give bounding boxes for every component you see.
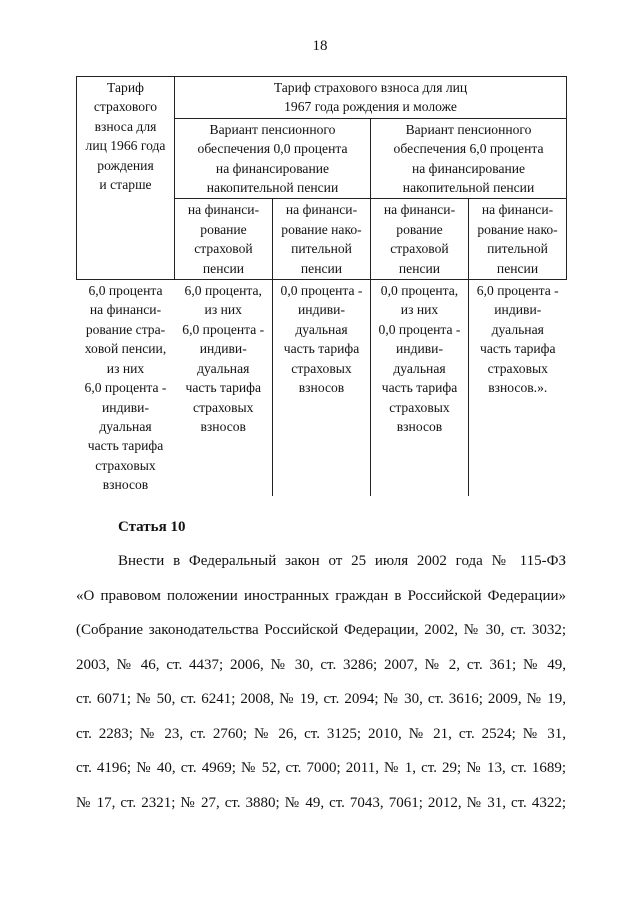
subheader-funded-pension: на финанси- рование нако- пительной пенсии — [469, 199, 567, 280]
table-cell: 6,0 процента, из них 6,0 процента - индиви- дуальная часть тарифа страховых взносов — [182, 283, 265, 434]
article-line: «О правовом положении иностранных граждан в Российской Федерации» — [76, 587, 566, 604]
table-row — [77, 280, 567, 496]
article-line: Внести в Федеральный закон от 25 июля 2002 года № 115-ФЗ — [118, 553, 566, 569]
header-tariff-1967-and-younger: Тариф страхового взноса для лиц 1967 года рождения и моложе — [175, 77, 567, 119]
header-tariff-1966-and-older: Тариф страхового взноса для лиц 1966 года рождения и старше — [77, 77, 175, 280]
table-cell: 6,0 процента на финанси- рование стра- ховой пенсии, из них 6,0 процента - индиви- дуальная часть тарифа страховых взносов — [84, 283, 167, 493]
table-cell: 6,0 процента - индиви- дуальная часть тарифа страховых взносов.». — [469, 280, 567, 496]
table-cell: 0,0 процента, из них 0,0 процента - индиви- дуальная часть тарифа страховых взносов — [371, 280, 469, 496]
header-variant-6-percent: Вариант пенсионного обеспечения 6,0 процента на финансирование накопительной пенсии — [371, 118, 567, 199]
article-line: ст. 4196; № 40, ст. 4969; № 52, ст. 7000; 2011, № 1, ст. 29; № 13, ст. 1689; — [76, 760, 566, 776]
article-line: (Собрание законодательства Российской Федерации, 2002, № 30, ст. 3032; — [76, 622, 566, 638]
table-cell: 0,0 процента - индиви- дуальная часть тарифа страховых взносов — [273, 280, 371, 496]
subheader-insurance-pension: на финанси- рование страховой пенсии — [175, 199, 273, 280]
article-line: ст. 6071; № 50, ст. 6241; 2008, № 19, ст. 2094; № 30, ст. 3616; 2009, № 19, — [76, 691, 566, 707]
article-body — [76, 544, 566, 820]
article-line: № 17, ст. 2321; № 27, ст. 3880; № 49, ст. 7043, 7061; 2012, № 31, ст. 4322; — [76, 794, 566, 811]
subheader-funded-pension: на финанси- рование нако- пительной пенсии — [273, 199, 371, 280]
article-line: 2003, № 46, ст. 4437; 2006, № 30, ст. 3286; 2007, № 2, ст. 361; № 49, — [76, 656, 566, 673]
header-variant-0-percent: Вариант пенсионного обеспечения 0,0 процента на финансирование накопительной пенсии — [175, 118, 371, 199]
tariff-table — [76, 76, 567, 496]
page-number: 18 — [312, 38, 328, 54]
article-title: Статья 10 — [118, 519, 186, 535]
table-header-row — [77, 77, 567, 119]
subheader-insurance-pension: на финанси- рование страховой пенсии — [371, 199, 469, 280]
article-line: ст. 2283; № 23, ст. 2760; № 26, ст. 3125; 2010, № 21, ст. 2524; № 31, — [76, 725, 566, 742]
